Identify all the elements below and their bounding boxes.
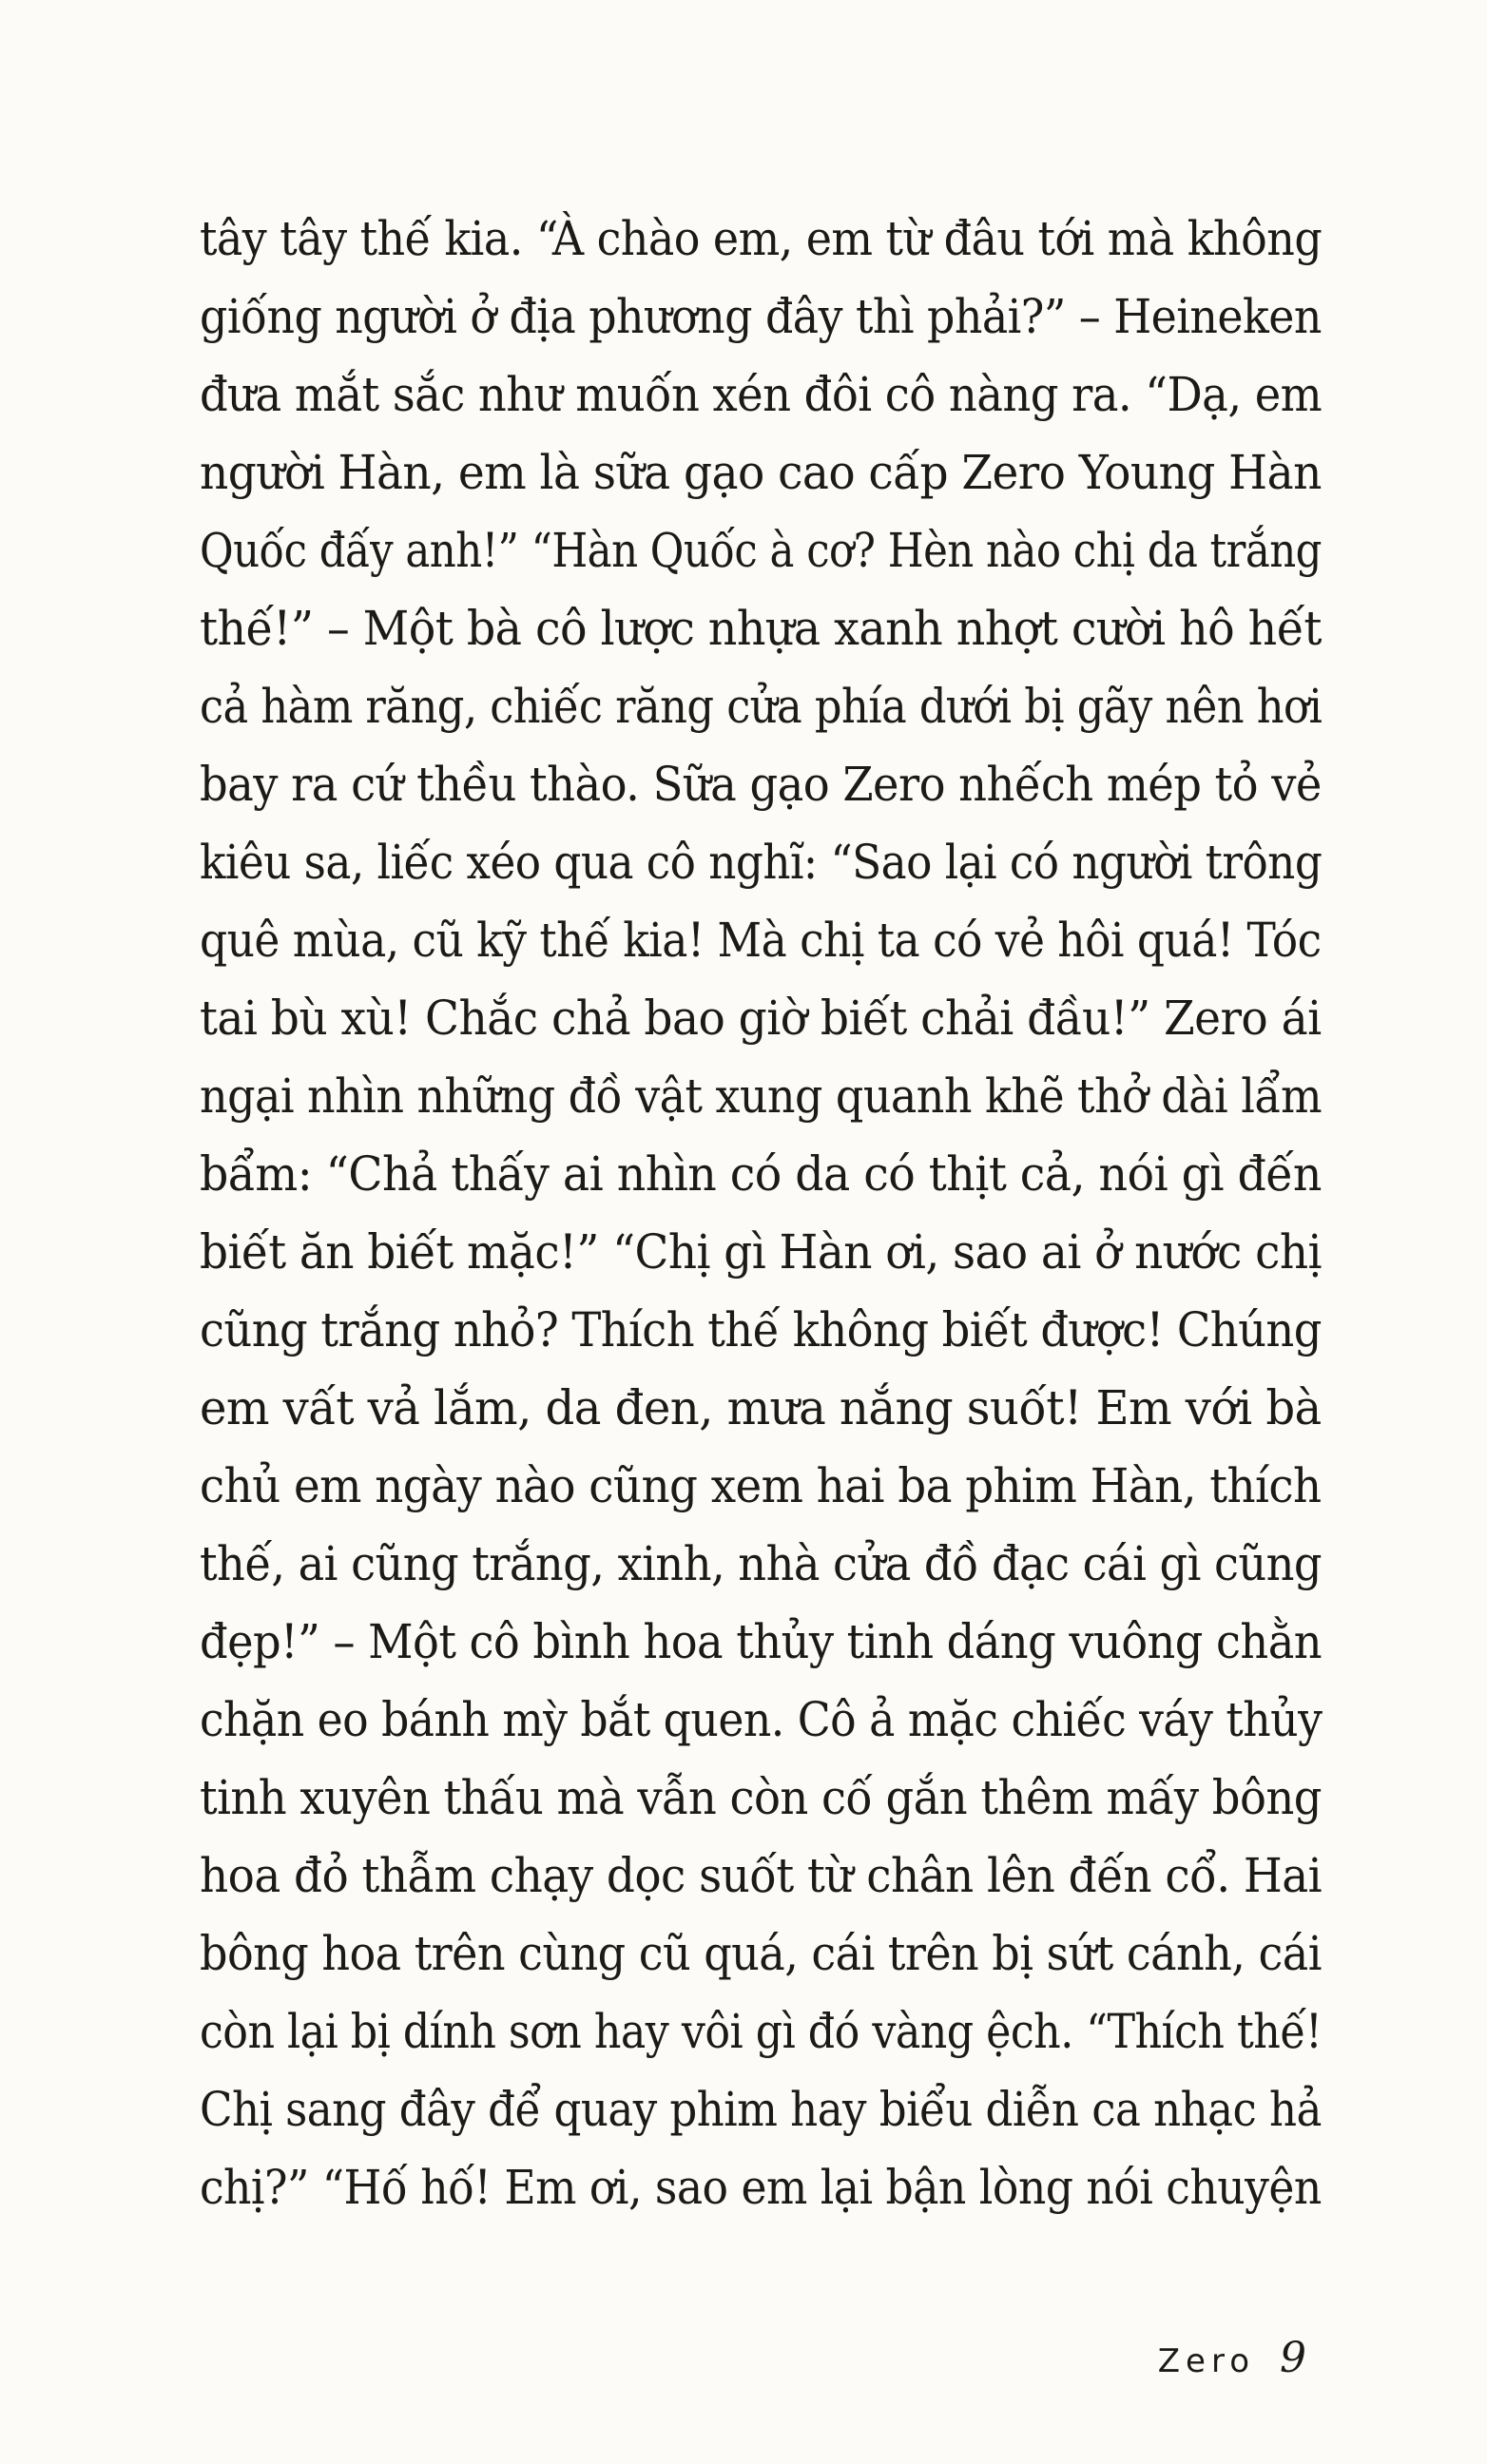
text-line-2: giống người ở địa phương đây thì phải?” – Heineken [200, 289, 1322, 344]
text-line-24: còn lại bị dính sơn hay vôi gì đó vàng ệch. “Thích thế! [200, 2004, 1323, 2059]
text-line-1: tây tây thế kia. “À chào em, em từ đâu tới mà không [200, 211, 1323, 266]
text-line-10: quê mùa, cũ kỹ thế kia! Mà chị ta có vẻ hôi quá! Tóc [200, 913, 1322, 968]
text-line-21: tinh xuyên thấu mà vẫn còn cố gắn thêm mấy bông [200, 1770, 1322, 1825]
text-line-22: hoa đỏ thẫm chạy dọc suốt từ chân lên đến cổ. Hai [200, 1848, 1323, 1903]
text-line-8: bay ra cứ thều thào. Sữa gạo Zero nhếch mép tỏ vẻ [200, 757, 1322, 812]
text-line-6: thế!” – Một bà cô lược nhựa xanh nhợt cười hô hết [200, 601, 1322, 656]
text-line-4: người Hàn, em là sữa gạo cao cấp Zero Young Hàn [200, 445, 1322, 500]
text-line-11: tai bù xù! Chắc chả bao giờ biết chải đầu!” Zero ái [200, 991, 1322, 1046]
text-line-13: bẩm: “Chả thấy ai nhìn có da có thịt cả, nói gì đến [200, 1146, 1322, 1202]
text-line-5: Quốc đấy anh!” “Hàn Quốc à cơ? Hèn nào chị da trắng [200, 523, 1322, 578]
text-line-26: chị?” “Hố hố! Em ơi, sao em lại bận lòng nói chuyện [200, 2160, 1322, 2215]
running-head: Zero [1157, 2342, 1255, 2380]
text-line-12: ngại nhìn những đồ vật xung quanh khẽ thở dài lẩm [200, 1068, 1323, 1124]
text-line-19: đẹp!” – Một cô bình hoa thủy tinh dáng vuông chằn [200, 1614, 1323, 1669]
text-line-16: em vất vả lắm, da đen, mưa nắng suốt! Em với bà [200, 1380, 1322, 1435]
text-line-3: đưa mắt sắc như muốn xén đôi cô nàng ra. “Dạ, em [200, 367, 1323, 422]
text-line-17: chủ em ngày nào cũng xem hai ba phim Hàn, thích [200, 1458, 1322, 1513]
text-line-23: bông hoa trên cùng cũ quá, cái trên bị sứt cánh, cái [200, 1926, 1322, 1981]
page-footer [1158, 2334, 1306, 2382]
text-line-25: Chị sang đây để quay phim hay biểu diễn ca nhạc hả [200, 2082, 1322, 2137]
text-line-9: kiêu sa, liếc xéo qua cô nghĩ: “Sao lại có người trông [200, 835, 1323, 890]
text-line-20: chặn eo bánh mỳ bắt quen. Cô ả mặc chiếc váy thủy [200, 1692, 1323, 1747]
body-text [200, 200, 1322, 2226]
page-number: 9 [1280, 2334, 1306, 2382]
text-line-15: cũng trắng nhỏ? Thích thế không biết được! Chúng [200, 1302, 1322, 1357]
text-line-18: thế, ai cũng trắng, xinh, nhà cửa đồ đạc cái gì cũng [200, 1536, 1323, 1591]
text-line-7: cả hàm răng, chiếc răng cửa phía dưới bị gãy nên hơi [200, 679, 1323, 734]
text-line-14: biết ăn biết mặc!” “Chị gì Hàn ơi, sao ai ở nước chị [200, 1224, 1322, 1280]
